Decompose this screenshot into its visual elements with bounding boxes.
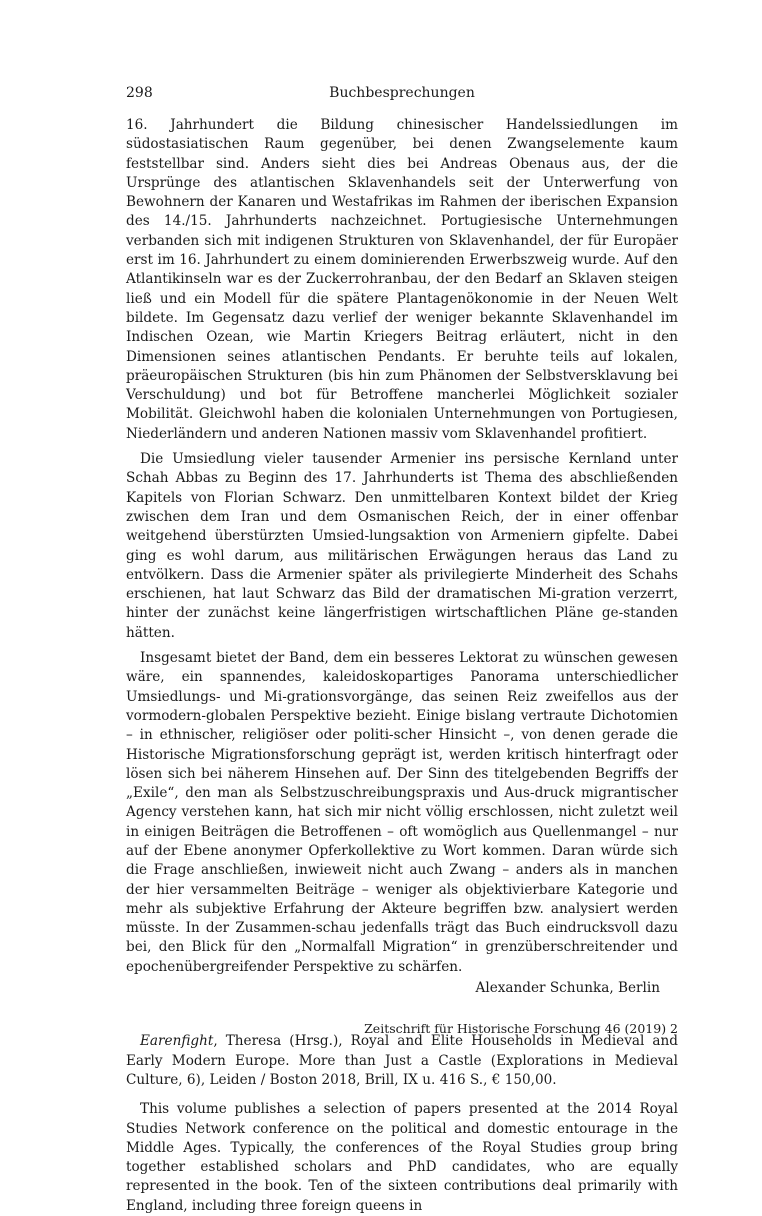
book-author: Earenfight	[140, 1033, 214, 1050]
running-head	[126, 82, 678, 104]
journal-footer: Zeitschrift für Historische Forschung 46 (2019) 2	[364, 1021, 678, 1036]
paragraph-slave-trade: 16. Jahrhundert die Bildung chinesischer Handelssiedlungen im südostasiatischen Raum gegenüber, bei denen Zwangselemente kaum feststellbar sind. Anders sieht dies bei Andreas Obenaus aus, der die Ursprünge des atlantischen Sklavenhandels seit der Unterwerfung von Bewohnern der Kanaren und Westafrikas im Rahmen der iberischen Expansion des 14./15. Jahrhunderts nachzeichnet. Portugiesische Unternehmungen verbanden sich mit indigenen Strukturen von Sklavenhandel, der für Europäer erst im 16. Jahrhundert zu einem dominierenden Erwerbszweig wurde. Auf den Atlantikinseln war es der Zuckerrohranbau, der den Bedarf an Sklaven steigen ließ und ein Modell für die spätere Plantagenökonomie in der Neuen Welt bildete. Im Gegensatz dazu verlief der weniger bekannte Sklavenhandel im Indischen Ozean, wie Martin Kriegers Beitrag erläutert, nicht in den Dimensionen seines atlantischen Pendants. Er beruhte teils auf lokalen, präeuropäischen Strukturen (bis hin zum Phänomen der Selbstversklavung bei Verschuldung) und bot für Betroffene mancherlei Möglichkeit sozialer Mobilität. Gleichwohl haben die kolonialen Unternehmungen von Portugiesen, Niederländern und anderen Nationen massiv vom Sklavenhandel profitiert.	[126, 117, 678, 442]
paragraph-review-intro: This volume publishes a selection of papers presented at the 2014 Royal Studies Network conference on the political and domestic entourage in the Middle Ages. Typically, the conferences of the Royal Studies group bring together established scholars and PhD candidates, who are equally represented in the book. Ten of the sixteen contributions deal primarily with England, including three foreign queens in	[126, 1101, 678, 1214]
reviewer-signature: Alexander Schunka, Berlin	[475, 980, 660, 997]
page-content	[126, 82, 678, 1216]
paragraph-armenians: Die Umsiedlung vieler tausender Armenier ins persische Kernland unter Schah Abbas zu Beginn des 17. Jahrhunderts ist Thema des abschließenden Kapitels von Florian Schwarz. Den unmittelbaren Kontext bildet der Krieg zwischen dem Iran und dem Osmanischen Reich, der in einer offenbar weitgehend überstürzten Umsied-lungsaktion von Armeniern gipfelte. Dabei ging es wohl darum, aus militärischen Erwägungen heraus das Land zu entvölkern. Dass die Armenier später als privilegierte Minderheit des Schahs erschienen, hat laut Schwarz das Bild der dramatischen Mi-gration verzerrt, hinter der zunächst keine längerfristigen wirtschaftlichen Pläne ge-standen hätten.	[126, 451, 678, 641]
paragraph-conclusion: Insgesamt bietet der Band, dem ein besseres Lektorat zu wünschen gewesen wäre, ein spannendes, kaleidoskopartiges Panorama unterschiedlicher Umsiedlungs- und Mi-grationsvorgänge, das seinen Reiz zweifellos aus der vormodern-globalen Perspektive bezieht. Einige bislang vertraute Dichotomien – in ethnischer, religiöser oder politi-scher Hinsicht –, von denen gerade die Historische Migrationsforschung geprägt ist, werden kritisch hinterfragt oder lösen sich bei näherem Hinsehen auf. Der Sinn des titelgebenden Begriffs der „Exile“, den man als Selbstzuschreibungspraxis und Aus-druck migrantischer Agency verstehen kann, hat sich mir nicht völlig erschlossen, nicht zuletzt weil in einigen Beiträgen die Betroffenen – oft womöglich aus Quellenmangel – nur auf der Ebene anonymer Opferkollektive zu Wort kommen. Daran würde sich die Frage anschließen, inwieweit nicht auch Zwang – anders als in manchen der hier versammelten Beiträge – weniger als objektivierbare Kategorie und mehr als subjektive Erfahrung der Akteure begriffen bzw. analysiert werden müsste. In der Zusammen-schau jedenfalls trägt das Buch eindrucksvoll dazu bei, den Blick für den „Normalfall Migration“ in grenzüberschreitender und epochenübergreifender Perspektive zu schärfen.	[126, 650, 678, 975]
page-number: 298	[126, 85, 153, 101]
section-title: Buchbesprechungen	[329, 85, 475, 101]
review-body	[126, 116, 678, 1216]
book-details: , Theresa (Hrsg.), Royal and Elite Households in Medieval and Early Modern Europe. More than Just a Castle (Explorations in Medieval Culture, 6), Leiden / Boston 2018, Brill, IX u. 416 S., € 150,00.	[126, 1033, 678, 1088]
book-citation	[126, 1032, 678, 1090]
